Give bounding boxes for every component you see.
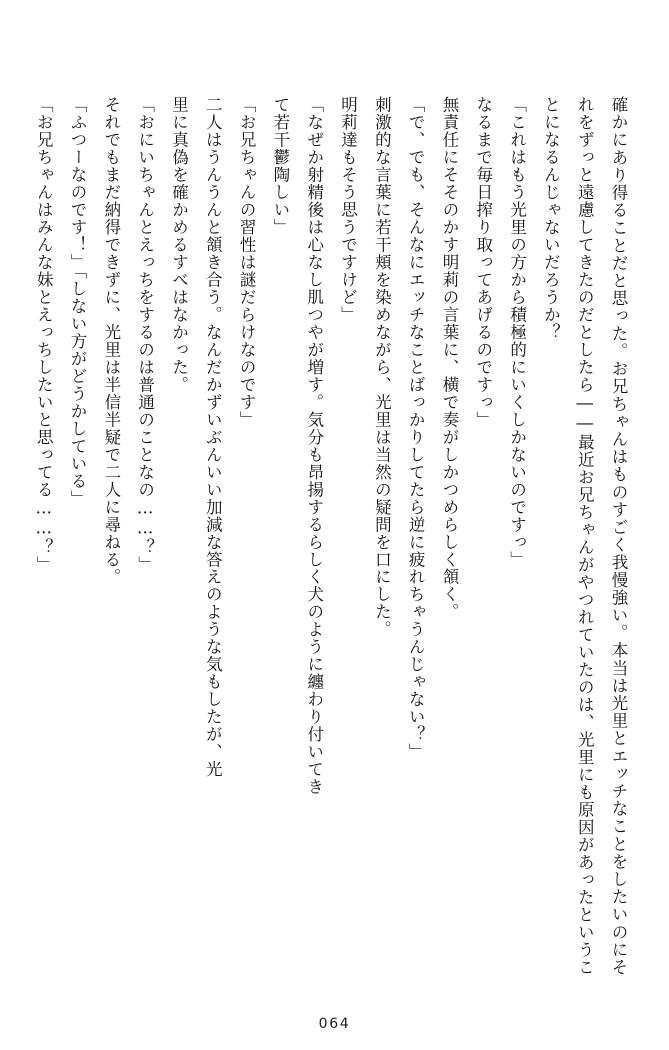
paragraph: 「お兄ちゃんはみんな妹とえっちしたいと思ってる……？」 [34,96,54,574]
paragraph: 「これはもう光里の方から積極的にいくしかないのですっ」 [507,96,527,569]
paragraph: て若干鬱陶しい」 [270,96,290,236]
page-text-body [34,96,635,976]
paragraph: それでもまだ納得できずに、光里は半信半疑で二人に尋ねる。 [101,96,121,586]
paragraph: 「なぜか射精後は心なし肌つやが増す。気分も昂揚するらしく犬のように纏わり付いてき [304,96,324,796]
paragraph: 確かにあり得ることだと思った。お兄ちゃんはものすごく我慢強い。本当は光里とエッチなことをしたいのにそれをずっと遠慮してきたのだとしたら――最近お兄ちゃんがやつれていたのは、光里にも原因があったということになるんじゃないだろうか？ [541,96,628,976]
paragraph: 刺激的な言葉に若干頬を染めながら、光里は当然の疑問を口にした。 [372,96,392,639]
paragraph: 「ふつーなのです！」「しない方がどうかしている」 [68,96,87,508]
paragraph: 「お兄ちゃんの習性は謎だらけなのです」 [237,96,257,429]
paragraph: 「で、でも、そんなにエッチなことばっかりしてたら逆に疲れちゃうんじゃない？」 [406,96,426,761]
paragraph: 明莉達もそう思うですけど」 [338,96,358,324]
page-number: 064 [318,1016,351,1032]
paragraph: 二人はうんうんと頷き合う。なんだかずいぶんいい加減な答えのような気もしたが、光 [203,96,223,779]
paragraph: 無責任にそそのかす明莉の言葉に、横で奏がしかつめらしく頷く。 [439,96,459,621]
paragraph: 里に真偽を確かめるすべはなかった。 [169,96,189,394]
paragraph: 「おにいちゃんとえっちをするのは普通のことなの……？」 [135,96,155,574]
paragraph: なるまで毎日搾り取ってあげるのですっ」 [473,96,493,429]
